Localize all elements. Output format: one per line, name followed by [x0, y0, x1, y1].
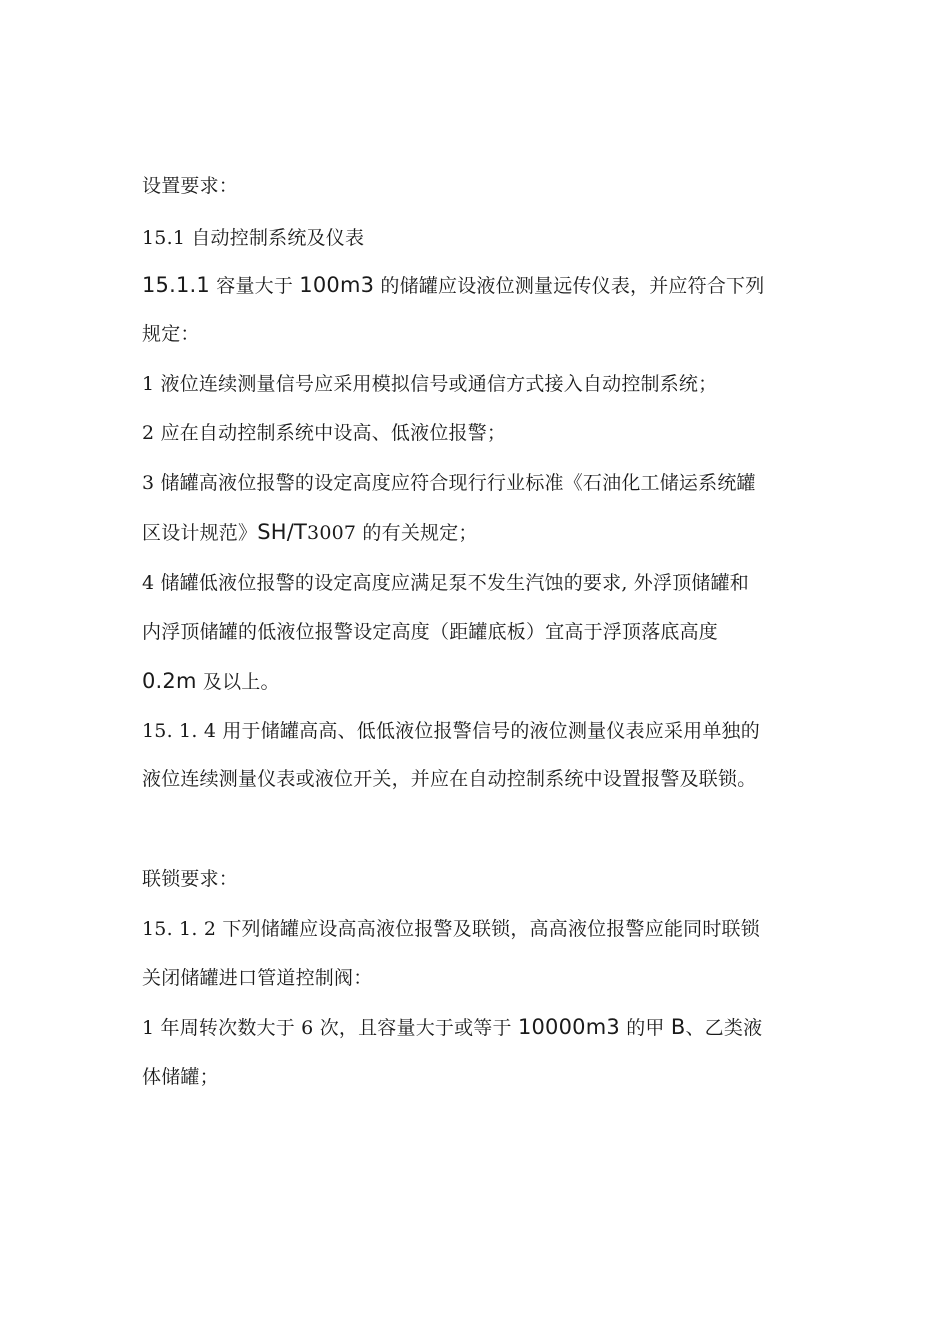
- section-heading-interlock: 联锁要求：: [142, 868, 239, 890]
- clause-15-1-1-line1: 15.1.1 容量大于 100m3 的储罐应设液位测量远传仪表，并应符合下列: [142, 273, 765, 297]
- interlock-item-1-line2: 体储罐；: [142, 1066, 219, 1088]
- interlock-item-1-line1: 1 年周转次数大于 6 次，且容量大于或等于 10000m3 的甲 B、乙类液: [142, 1015, 763, 1039]
- list-item-3-line2: 区设计规范》SH/T3007 的有关规定；: [142, 520, 478, 544]
- section-heading-setup: 设置要求：: [142, 175, 239, 197]
- list-item-4-line3: 0.2m 及以上。: [142, 669, 280, 693]
- clause-15-1-4-line2: 液位连续测量仪表或液位开关，并应在自动控制系统中设置报警及联锁。: [142, 768, 757, 790]
- clause-15-1-2-line2: 关闭储罐进口管道控制阀：: [142, 967, 373, 989]
- list-item-4-line2: 内浮顶储罐的低液位报警设定高度（距罐底板）宜高于浮顶落底高度: [142, 621, 719, 643]
- section-title-15-1: 15.1 自动控制系统及仪表: [142, 227, 365, 249]
- clause-15-1-4-line1: 15. 1. 4 用于储罐高高、低低液位报警信号的液位测量仪表应采用单独的: [142, 720, 760, 742]
- list-item-1: 1 液位连续测量信号应采用模拟信号或通信方式接入自动控制系统；: [142, 373, 718, 395]
- clause-15-1-1-line2: 规定：: [142, 323, 200, 345]
- clause-15-1-2-line1: 15. 1. 2 下列储罐应设高高液位报警及联锁，高高液位报警应能同时联锁: [142, 918, 760, 940]
- list-item-3-line1: 3 储罐高液位报警的设定高度应符合现行行业标准《石油化工储运系统罐: [142, 472, 756, 494]
- list-item-2: 2 应在自动控制系统中设高、低液位报警；: [142, 422, 507, 444]
- list-item-4-line1: 4 储罐低液位报警的设定高度应满足泵不发生汽蚀的要求, 外浮顶储罐和: [142, 572, 750, 594]
